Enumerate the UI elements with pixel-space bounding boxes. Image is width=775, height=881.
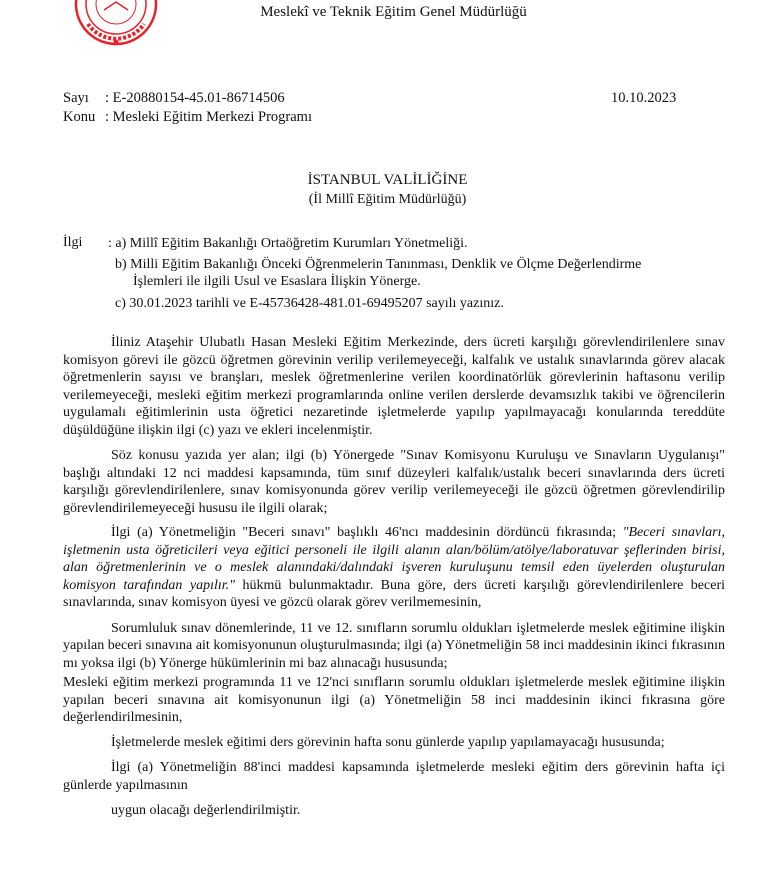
ilgi-item-b-line1: b) Milli Eğitim Bakanlığı Önceki Öğrenmelerin Tanınması, Denklik ve Ölçme Değerlendirme [115,257,642,272]
sayi-label: Sayı [63,90,89,106]
addressee-subtitle: (İl Millî Eğitim Müdürlüğü) [308,192,467,207]
konu-row [63,109,312,126]
sayi-row [63,90,285,107]
paragraph-3-quote: "Beceri sınavları, işletmenin usta öğreticileri veya eğitici personeli ile ilgili alanın alan/bölüm/atölye/laboratuvar şeflerinden birisi, alan öğretmenlerinin ve o meslek alanındaki/dalındaki işveren kuruluşunu temsil eden üyelerden oluşturulan komisyon tarafından yapılır." [63,525,725,593]
sayi-value: : E-20880154-45.01-86714506 [105,90,285,106]
paragraph-5: Mesleki eğitim merkezi programında 11 ve 12'nci sınıfların sorumlu oldukları işletmelerde meslek eğitimine ilişkin yapılan beceri sınavına ait komisyonunun ilgi (a) Yönetmeliğin 58 inci maddesinin ikinci fıkrasına göre değerlendirilmesinin, [63,675,725,725]
document-date: 10.10.2023 [611,90,677,106]
ilgi-label: İlgi [63,235,83,250]
paragraph-4: Sorumluluk sınav dönemlerinde, 11 ve 12. sınıfların sorumlu oldukları işletmelerde meslek eğitimine ilişkin yapılan beceri sınavına ait komisyonunun oluşturulmasında; ilgi (a) Yönetmeliğin 58 inci maddesinin ikinci fıkrasının mı yoksa ilgi (b) Yönerge hükümlerinin mi baz alınacağı hususunda; [63,620,725,671]
konu-value: : Mesleki Eğitim Merkezi Programı [105,109,312,125]
paragraph-3 [63,524,725,612]
paragraph-2: Söz konusu yazıda yer alan; ilgi (b) Yönergede "Sınav Komisyonu Kuruluşu ve Sınavların Uygulanışı" başlığı altındaki 12 nci maddesi kapsamında, tüm sınıf düzeyleri kalfalık/ustalık beceri sınavlarında ders ücreti karşılığı görevlendirilenlere, sınav komisyonunda görev verilip verilemeyeceği ile gözcü öğretmen görevlendirilip görevlendirilemeyeceği hususu ile ilgili olarak; [63,448,725,516]
letter-body [63,334,725,822]
paragraph-1: İliniz Ataşehir Ulubatlı Hasan Mesleki Eğitim Merkezinde, ders ücreti karşılığı görevlendirilenlere sınav komisyon görevi ile gözcü öğretmen görevinin verilip verilemeyeceği, kalfalık ve ustalık sınavlarında görev alacak öğretmenlerin sayısı ve branşları, meslek öğretmenlerine verilen koordinatörlük görevlerinin haftasonu verilip verilemeyeceği, mesleki eğitim merkezi programlarında online verilen derslerde devamsızlık takibi ve öğrencilerin uygulamalı eğitimlerinin usta öğretici nezaretinde işletmelerde yapılıp yapılmayacağı konularında tereddüte düşüldüğüne ilişkin ilgi (c) yazı ve ekleri incelenmiştir. [63,335,725,438]
addressee-title: İSTANBUL VALİLİĞİNE [307,172,468,188]
paragraph-7: İlgi (a) Yönetmeliğin 88'inci maddesi kapsamında işletmelerde mesleki eğitim ders görevinin hafta içi günlerde yapılmasının [63,760,725,793]
konu-label: Konu [63,109,96,125]
paragraph-3-suffix: hükmü bulunmaktadır. Buna göre, ders ücreti karşılığı görevlendirilenlere beceri sınavlarında, sınav komisyon üyesi ve gözcü olarak görev verilmemesinin, [63,577,726,610]
ilgi-item-b-line2: İşlemleri ile ilgili Usul ve Esaslara İlişkin Yönerge. [133,274,421,289]
ilgi-item-c: c) 30.01.2023 tarihli ve E-45736428-481.01-69495207 sayılı yazınız. [115,296,504,311]
paragraph-6: İşletmelerde meslek eğitimi ders görevinin hafta sonu günlerde yapılıp yapılamayacağı hususunda; [111,734,665,750]
header-title: Meslekî ve Teknik Eğitim Genel Müdürlüğü [260,4,527,20]
paragraph-3-prefix: İlgi (a) Yönetmeliğin "Beceri sınavı" başlıklı 46'ncı maddesinin dördüncü fıkrasında; [111,525,623,540]
paragraph-8: uygun olacağı değerlendirilmiştir. [111,803,301,818]
ilgi-item-a: : a) Millî Eğitim Bakanlığı Ortaöğretim Kurumları Yönetmeliği. [108,236,468,251]
